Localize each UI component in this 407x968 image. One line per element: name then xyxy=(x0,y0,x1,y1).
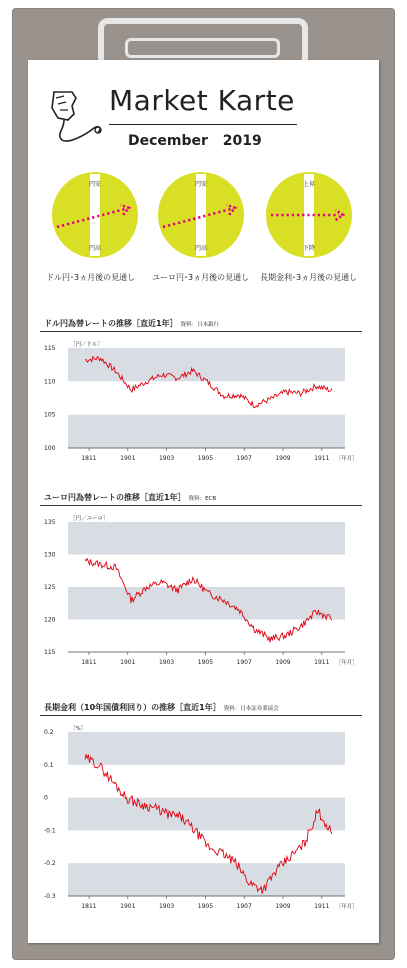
issue-month: December xyxy=(128,133,208,149)
title-divider xyxy=(109,124,297,125)
x-tick-label: 1903 xyxy=(158,455,175,462)
y-tick-label: 115 xyxy=(44,345,56,352)
chart-band xyxy=(68,522,345,555)
x-tick-label: 1907 xyxy=(236,903,252,910)
gauge-top-label: 円安 xyxy=(88,181,102,188)
chart-band xyxy=(68,732,345,765)
x-tick-label: 1903 xyxy=(158,903,175,910)
outlook-gauge-2 xyxy=(156,170,256,270)
chart-band xyxy=(68,415,345,448)
y-tick-label: 110 xyxy=(44,378,56,386)
y-tick-label: 100 xyxy=(44,445,56,452)
issue-year: 2019 xyxy=(222,133,262,149)
chart-band xyxy=(68,587,345,620)
y-tick-label: -0.1 xyxy=(44,827,56,835)
y-tick-label: 0.2 xyxy=(44,729,54,736)
outlook-label-1: ドル円･3ヵ月後の見通し xyxy=(46,273,136,282)
x-tick-label: 1907 xyxy=(236,659,252,666)
x-tick-label: 1911 xyxy=(314,659,330,666)
x-tick-label: 1905 xyxy=(197,455,214,462)
x-tick-label: 1811 xyxy=(81,659,97,666)
chart-2-rule xyxy=(40,505,362,506)
chart-3-title: 長期金利（10年国債利回り）の推移［直近1年］ 資料：日本証券業協会 xyxy=(44,703,279,712)
x-tick-label: 1811 xyxy=(81,455,97,462)
x-tick-label: 1909 xyxy=(275,455,291,462)
eur-jpy-line-chart xyxy=(40,510,362,680)
x-tick-label: 1905 xyxy=(197,903,214,910)
gauge-bottom-label: 円高 xyxy=(88,245,102,252)
outlook-label-3: 長期金利･3ヵ月後の見通し xyxy=(260,273,358,282)
x-tick-label: 1901 xyxy=(120,903,136,910)
y-tick-label: 125 xyxy=(44,584,56,591)
chart-1-title: ドル円為替レートの推移［直近1年］ 資料：日本銀行 xyxy=(44,319,220,328)
chart-band xyxy=(68,798,345,831)
gauge-bottom-label: 下降 xyxy=(302,245,316,252)
x-tick-label: 1909 xyxy=(275,903,291,910)
chart-1-source: 資料：日本銀行 xyxy=(180,322,220,328)
unit-label: ［円／ユーロ］ xyxy=(70,516,109,522)
unit-label: ［%］ xyxy=(70,726,87,732)
chart-3-source: 資料：日本証券業協会 xyxy=(223,706,279,712)
usd-jpy-line-chart xyxy=(40,336,362,476)
x-tick-label: 1905 xyxy=(197,659,214,666)
thinking-person-logo-icon xyxy=(44,84,104,144)
x-axis-unit: ［年月］ xyxy=(335,456,358,462)
y-tick-label: -0.2 xyxy=(44,860,56,868)
page-title: Market Karte xyxy=(109,84,295,117)
outlook-label-2: ユーロ円･3ヵ月後の見通し xyxy=(152,273,250,282)
y-tick-label: 135 xyxy=(44,519,56,526)
outlook-gauge-1 xyxy=(50,170,150,270)
outlook-gauge-3 xyxy=(264,170,364,270)
x-axis-unit: ［年月］ xyxy=(335,660,358,666)
unit-label: ［円／ドル］ xyxy=(70,342,104,348)
chart-band xyxy=(68,863,345,896)
x-tick-label: 1901 xyxy=(120,659,136,666)
x-tick-label: 1911 xyxy=(314,455,330,462)
chart-2-source: 資料：ECB xyxy=(188,496,217,502)
y-tick-label: 120 xyxy=(44,616,56,624)
x-axis-unit: ［年月］ xyxy=(335,904,358,910)
chart-2-title: ユーロ円為替レートの推移［直近1年］ 資料：ECB xyxy=(44,493,217,502)
clipboard-clip-hole xyxy=(125,38,280,58)
x-tick-label: 1907 xyxy=(236,455,252,462)
y-tick-label: 0.1 xyxy=(44,761,54,769)
issue-date xyxy=(128,133,262,149)
jgb-10y-yield-line-chart xyxy=(40,720,362,924)
y-tick-label: 0 xyxy=(44,794,48,802)
y-tick-label: 115 xyxy=(44,649,56,656)
chart-3-rule xyxy=(40,715,362,716)
chart-1-rule xyxy=(40,331,362,332)
x-tick-label: 1901 xyxy=(120,455,136,462)
gauge-top-label: 上昇 xyxy=(302,181,316,188)
x-tick-label: 1811 xyxy=(81,903,97,910)
y-tick-label: 130 xyxy=(44,551,56,559)
gauge-top-label: 円安 xyxy=(194,181,208,188)
y-tick-label: -0.3 xyxy=(44,893,56,900)
gauge-bottom-label: 円高 xyxy=(194,245,208,252)
x-tick-label: 1909 xyxy=(275,659,291,666)
x-tick-label: 1903 xyxy=(158,659,175,666)
x-tick-label: 1911 xyxy=(314,903,330,910)
y-tick-label: 105 xyxy=(44,411,56,419)
